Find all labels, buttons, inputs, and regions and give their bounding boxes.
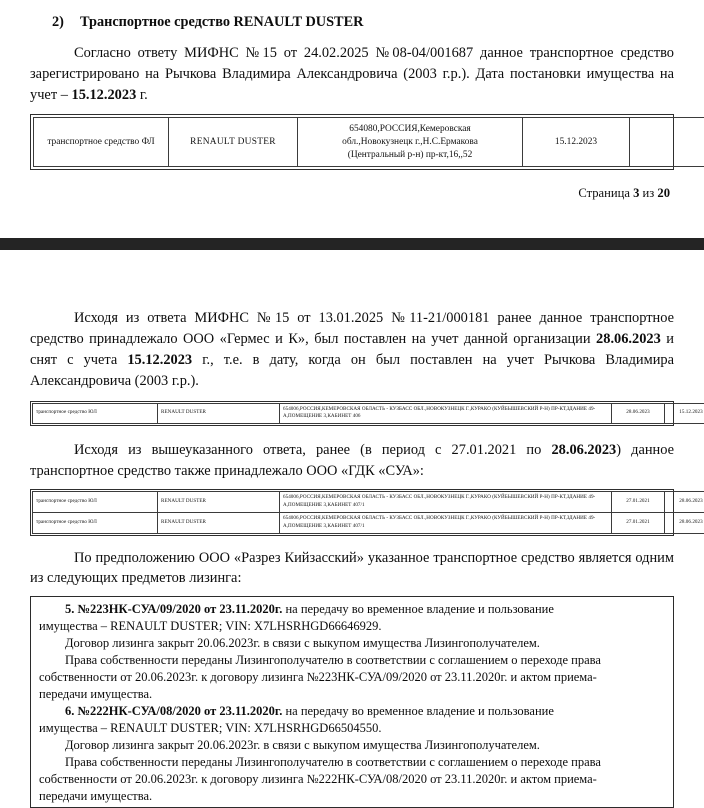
cell-empty: [630, 118, 704, 167]
table-row: [33, 512, 704, 533]
germes-ownership-table: [32, 403, 704, 425]
leasing-ownership-transfer-2: собственности от 20.06.2023г. к договору лизинга №223НК-СУА/09/2020 от 23.11.2020г. и актом приема-: [39, 669, 665, 685]
gdk-text-1: Исходя из вышеуказанного ответа, ранее (в период с 27.01.2021 по: [74, 442, 551, 458]
gdk-date-to: 28.06.2023: [551, 442, 616, 458]
registration-date: 15.12.2023: [72, 87, 137, 103]
address-line-2: обл.,Новокузнецк г.,Н.С.Ермакова: [301, 136, 519, 149]
footer-middle: из: [639, 186, 657, 200]
paragraph-previous-owner-germes: [30, 308, 674, 392]
cell-registration-date: 15.12.2023: [523, 118, 630, 167]
cell-vehicle-type: транспортное средство ЮЛ: [33, 403, 158, 424]
cell-vehicle-type: транспортное средство ФЛ: [34, 118, 169, 167]
gdk-sua-ownership-table-wrapper: [30, 489, 674, 536]
address-line-1: 654006,РОССИЯ,КЕМЕРОВСКАЯ ОБЛАСТЬ - КУЗБАСС ОБЛ.,НОВОКУЗНЕЦК Г.,КУРАКО (КУЙБЫШЕВСКИЙ Р-Н) ПР-КТ,ЗДАНИЕ 49-: [283, 515, 608, 523]
leasing-ownership-transfer-1: Права собственности переданы Лизингополучателю в соответствии с соглашением о переходе права: [39, 652, 665, 668]
germes-date-to: 15.12.2023: [127, 352, 192, 368]
germes-text-3: г., т.е. в дату, когда он был поставлен на учет Рычкова Владимира Александровича (2003 г.р.).: [30, 352, 674, 389]
document-page-3: [0, 0, 704, 238]
leasing-item: [39, 703, 665, 804]
paragraph-registration: [30, 43, 674, 106]
vehicle-registration-table-wrapper: [30, 114, 674, 170]
cell-date-to: 28.06.2023: [665, 492, 704, 513]
leasing-contract-closed: Договор лизинга закрыт 20.06.2023г. в связи с выкупом имущества Лизингополучателем.: [39, 635, 665, 651]
address-line-3: (Центральный р-н) пр-кт,16,,52: [301, 149, 519, 162]
address-line-2: А,ПОМЕЩЕНИЕ 3,КАБИНЕТ 407/1: [283, 523, 608, 531]
germes-text-2: и снят с учета: [30, 331, 674, 368]
registration-date-suffix: г.: [136, 87, 147, 103]
cell-vehicle-address: [298, 118, 523, 167]
germes-text-1: Исходя из ответа МИФНС №15 от 13.01.2025 №11-21/000181 ранее данное транспортное средство принадлежало ООО «Гермес и К», был поставлен на учет данной организации: [30, 310, 674, 347]
leasing-item-header: [39, 601, 665, 617]
page-separator-band: [0, 238, 704, 250]
germes-date-from: 28.06.2023: [596, 331, 661, 347]
leasing-header-tail: на передачу во временное владение и пользование: [282, 602, 554, 616]
address-line-1: 654006,РОССИЯ,КЕМЕРОВСКАЯ ОБЛАСТЬ - КУЗБАСС ОБЛ.,НОВОКУЗНЕЦК Г.,КУРАКО (КУЙБЫШЕВСКИЙ Р-Н) ПР-КТ,ЗДАНИЕ 49-: [283, 494, 608, 502]
footer-total-pages: 20: [657, 186, 670, 200]
leasing-item-number: 6.: [65, 704, 74, 718]
leasing-ownership-transfer-3: передачи имущества.: [39, 686, 665, 702]
cell-date-to: 28.06.2023: [665, 512, 704, 533]
leasing-from-label: от: [204, 602, 216, 616]
leasing-contract-number: №222НК-СУА/08/2020: [78, 704, 201, 718]
leasing-ownership-transfer-3: передачи имущества.: [39, 788, 665, 804]
leasing-item-header: [39, 703, 665, 719]
table-row: [33, 492, 704, 513]
spacer: [30, 536, 674, 548]
leasing-asset-vin: имущества – RENAULT DUSTER; VIN: X7LHSRHGD66646929.: [39, 618, 665, 634]
leasing-contract-date: 23.11.2020г.: [219, 602, 282, 616]
leasing-asset-vin: имущества – RENAULT DUSTER; VIN: X7LHSRHGD66504550.: [39, 720, 665, 736]
paragraph-registration-text: Согласно ответу МИФНС №15 от 24.02.2025 №08-04/001687 данное транспортное средство зарегистрировано на Рычкова Владимира Александровича (2003 г.р.). Дата постановки имущества на учет –: [30, 45, 674, 103]
table-row: [33, 403, 704, 424]
paragraph-leasing-assumption: По предположению ООО «Разрез Кийзасский» указанное транспортное средство является одним из следующих предметов лизинга:: [30, 548, 674, 590]
leasing-items-box: [30, 596, 674, 808]
cell-vehicle-model: RENAULT DUSTER: [169, 118, 298, 167]
table-row: [34, 118, 704, 167]
footer-current-page: 3: [633, 186, 639, 200]
leasing-item-number: 5.: [65, 602, 74, 616]
cell-owner-address: [280, 403, 612, 424]
leasing-contract-closed: Договор лизинга закрыт 20.06.2023г. в связи с выкупом имущества Лизингополучателем.: [39, 737, 665, 753]
cell-date-from: 27.01.2021: [612, 492, 665, 513]
leasing-contract-number: №223НК-СУА/09/2020: [78, 602, 201, 616]
section-heading: [30, 14, 674, 32]
leasing-from-label: от: [204, 704, 216, 718]
cell-vehicle-type: транспортное средство ЮЛ: [33, 492, 158, 513]
address-line-1: 654080,РОССИЯ,Кемеровская: [301, 123, 519, 136]
cell-owner-address: [280, 512, 612, 533]
cell-vehicle-model: RENAULT DUSTER: [158, 492, 280, 513]
cell-date-from: 28.06.2023: [612, 403, 665, 424]
section-title: Транспортное средство RENAULT DUSTER: [80, 14, 363, 32]
cell-vehicle-type: транспортное средство ЮЛ: [33, 512, 158, 533]
gdk-text-2: ) данное транспортное средство также принадлежало ООО «ГДК «СУА»:: [30, 442, 674, 479]
leasing-ownership-transfer-2: собственности от 20.06.2023г. к договору лизинга №222НК-СУА/08/2020 от 23.11.2020г. и актом приема-: [39, 771, 665, 787]
spacer: [30, 426, 674, 440]
cell-date-from: 27.01.2021: [612, 512, 665, 533]
cell-date-to: 15.12.2023: [665, 403, 704, 424]
gdk-sua-ownership-table: [32, 491, 704, 534]
leasing-ownership-transfer-1: Права собственности переданы Лизингополучателю в соответствии с соглашением о переходе права: [39, 754, 665, 770]
cell-vehicle-model: RENAULT DUSTER: [158, 512, 280, 533]
germes-ownership-table-wrapper: [30, 401, 674, 427]
vehicle-registration-table: [33, 117, 704, 167]
cell-vehicle-model: RENAULT DUSTER: [158, 403, 280, 424]
page-top-margin: [30, 250, 674, 308]
document-page-4: [0, 250, 704, 792]
footer-prefix: Страница: [578, 186, 633, 200]
address-line-2: А,ПОМЕЩЕНИЕ 3,КАБИНЕТ 407/1: [283, 502, 608, 510]
leasing-contract-date: 23.11.2020г.: [219, 704, 282, 718]
address-line-2: А,ПОМЕЩЕНИЕ 3,КАБИНЕТ 406: [283, 413, 608, 421]
leasing-header-tail: на передачу во временное владение и пользование: [282, 704, 554, 718]
paragraph-previous-owner-gdk-sua: [30, 440, 674, 482]
cell-owner-address: [280, 492, 612, 513]
address-line-1: 654006,РОССИЯ,КЕМЕРОВСКАЯ ОБЛАСТЬ - КУЗБАСС ОБЛ.,НОВОКУЗНЕЦК Г.,КУРАКО (КУЙБЫШЕВСКИЙ Р-Н) ПР-КТ,ЗДАНИЕ 49-: [283, 406, 608, 414]
leasing-item: [39, 601, 665, 702]
section-number: 2): [52, 14, 64, 32]
page-footer: [30, 186, 674, 201]
